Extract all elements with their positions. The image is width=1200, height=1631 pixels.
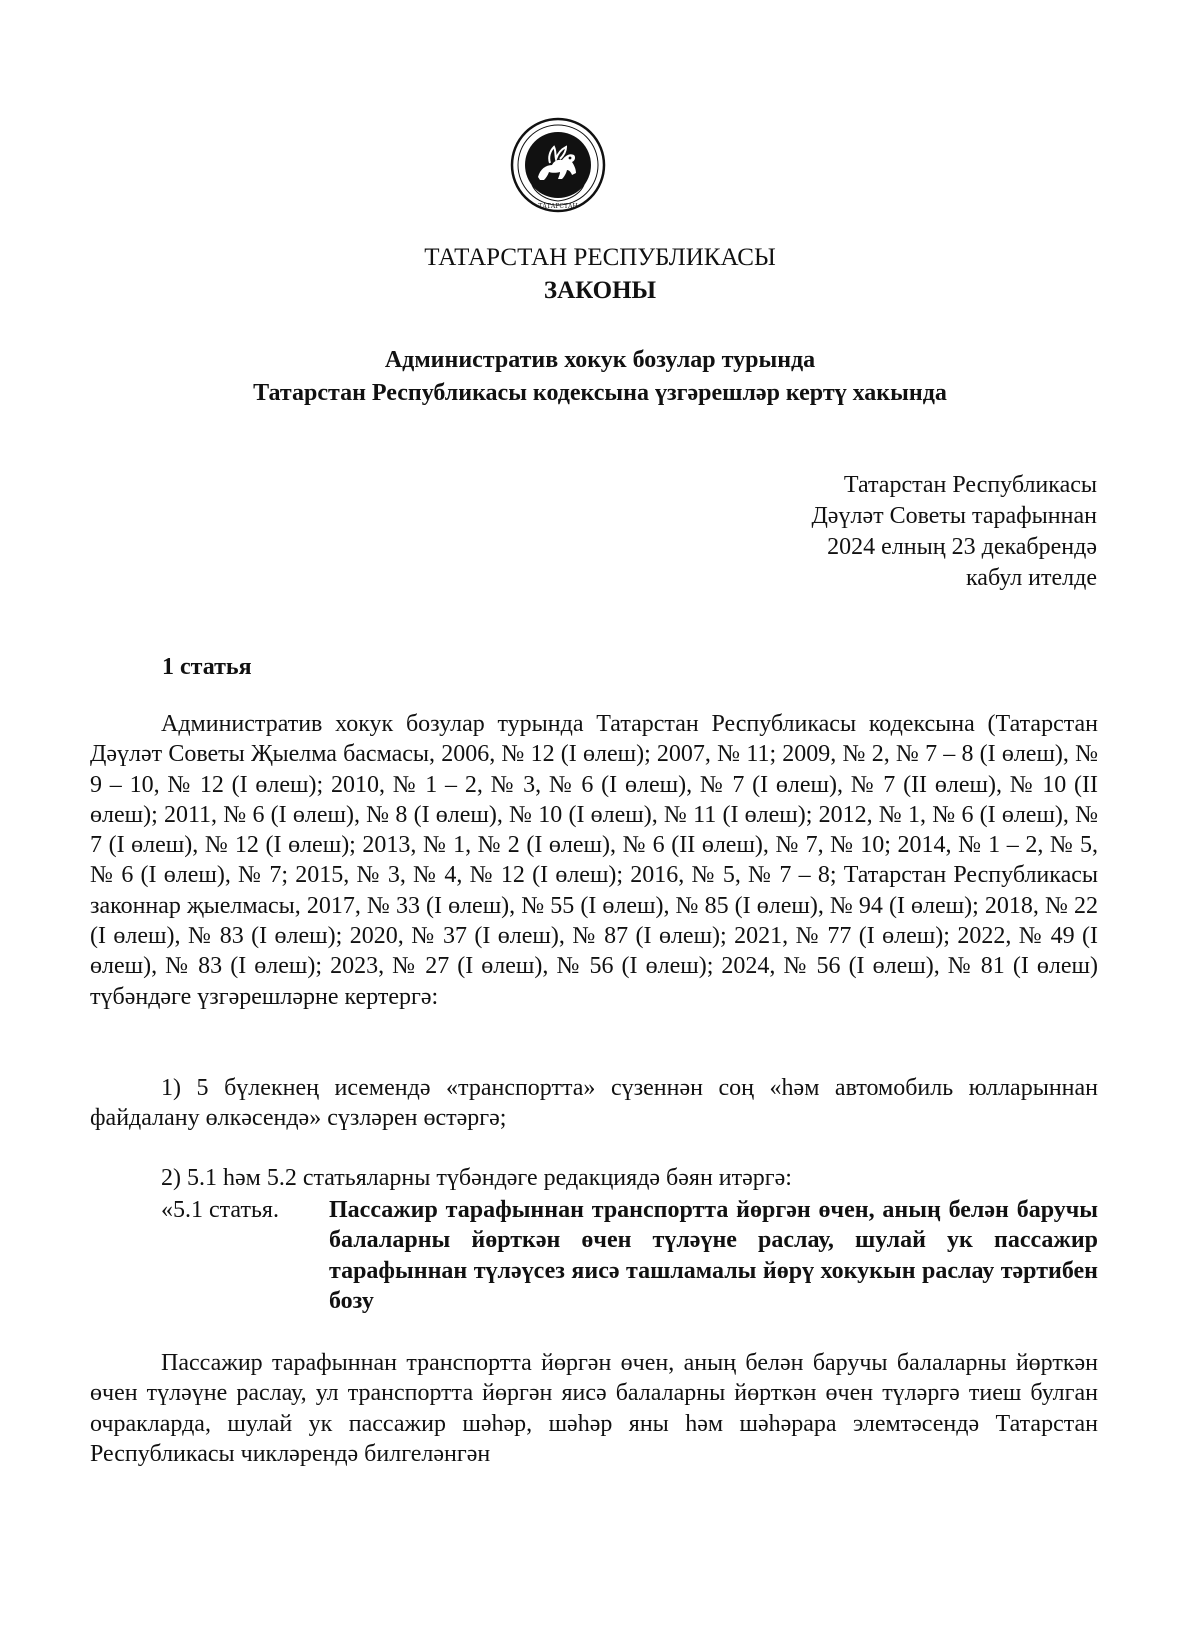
tatarstan-emblem-icon [510, 117, 606, 213]
republic-title: ТАТАРСТАН РЕСПУБЛИКАСЫ [424, 244, 776, 271]
article-1-heading: 1 статья [162, 654, 252, 680]
adoption-line-3: 2024 елның 23 декабрендә [827, 534, 1097, 560]
adoption-note [740, 470, 1097, 594]
article-5-1-paragraph: Пассажир тарафыннан транспортта йөргән өчен, аның белән баручы балаларны йөрткән өчен түләүне раслау, ул транспортта йөргән яисә балаларны йөрткән өчен түләргә тиеш булган очракларда, шулай ук пассажир шәһәр, шәһәр яны һәм шәһәрара элемтәсендә Татарстан Республикасы чикләрендә билгеләнгән [90, 1350, 1098, 1467]
adoption-line-4: кабул ителде [966, 565, 1097, 591]
article-1-intro-paragraph: Административ хокук бозулар турында Татарстан Республикасы кодексына (Татарстан Дәүләт Советы Җыелма басмасы, 2006, № 12 (I өлеш); 2007, № 11; 2009, № 2, № 7 – 8 (I өлеш), № 9 – 10, № 12 (I өлеш); 2010, № 1 – 2, № 3, № 6 (I өлеш), № 7 (I өлеш), № 7 (II өлеш), № 10 (II өлеш); 2011, № 6 (I өлеш), № 8 (I өлеш), № 10 (I өлеш), № 11 (I өлеш); 2012, № 1, № 6 (I өлеш), № 7 (I өлеш), № 12 (I өлеш); 2013, № 1, № 2 (I өлеш), № 6 (II өлеш), № 7, № 10; 2014, № 1 – 2, № 5, № 6 (I өлеш), № 7; 2015, № 3, № 4, № 12 (I өлеш); 2016, № 5, № 7 – 8; Татарстан Республикасы законнар җыелмасы, 2017, № 33 (I өлеш), № 55 (I өлеш), № 85 (I өлеш), № 94 (I өлеш); 2018, № 22 (I өлеш), № 83 (I өлеш); 2020, № 37 (I өлеш), № 87 (I өлеш); 2021, № 77 (I өлеш); 2022, № 49 (I өлеш), № 83 (I өлеш); 2023, № 27 (I өлеш), № 56 (I өлеш); 2024, № 56 (I өлеш), № 81 (I өлеш) түбәндәге үзгәрешләрне кертергә: [90, 711, 1099, 1010]
subject-line-1: Административ хокук бозулар турында [384, 347, 816, 373]
amendment-item-1: 1) 5 бүлекнең исемендә «транспортта» сүзеннән соң «һәм автомобиль юлларыннан файдалану өлкәсендә» сүзләрен өстәргә; [90, 1075, 1098, 1132]
article-5-1-title: Пассажир тарафыннан транспортта йөргән өчен, аның белән баручы балаларны йөрткән өчен түләүне раслау, шулай ук пассажир тарафыннан түләүсез яисә ташламалы йөрү хокукын раслау тәртибен бозу [329, 1197, 1098, 1314]
adoption-line-2: Дәүләт Советы тарафыннан [811, 503, 1097, 529]
amendment-item-2: 2) 5.1 һәм 5.2 статьяларны түбәндәге редакциядә бәян итәргә: [161, 1165, 792, 1191]
law-subject [0, 344, 1200, 410]
adoption-line-1: Татарстан Республикасы [843, 472, 1097, 498]
article-5-1-label: «5.1 статья. [161, 1197, 279, 1223]
subject-line-2: Татарстан Республикасы кодексына үзгәрешләр кертү хакында [253, 380, 947, 406]
emblem-caption: ТАТАРСТАН [538, 203, 578, 210]
law-title: ЗАКОНЫ [543, 277, 657, 304]
